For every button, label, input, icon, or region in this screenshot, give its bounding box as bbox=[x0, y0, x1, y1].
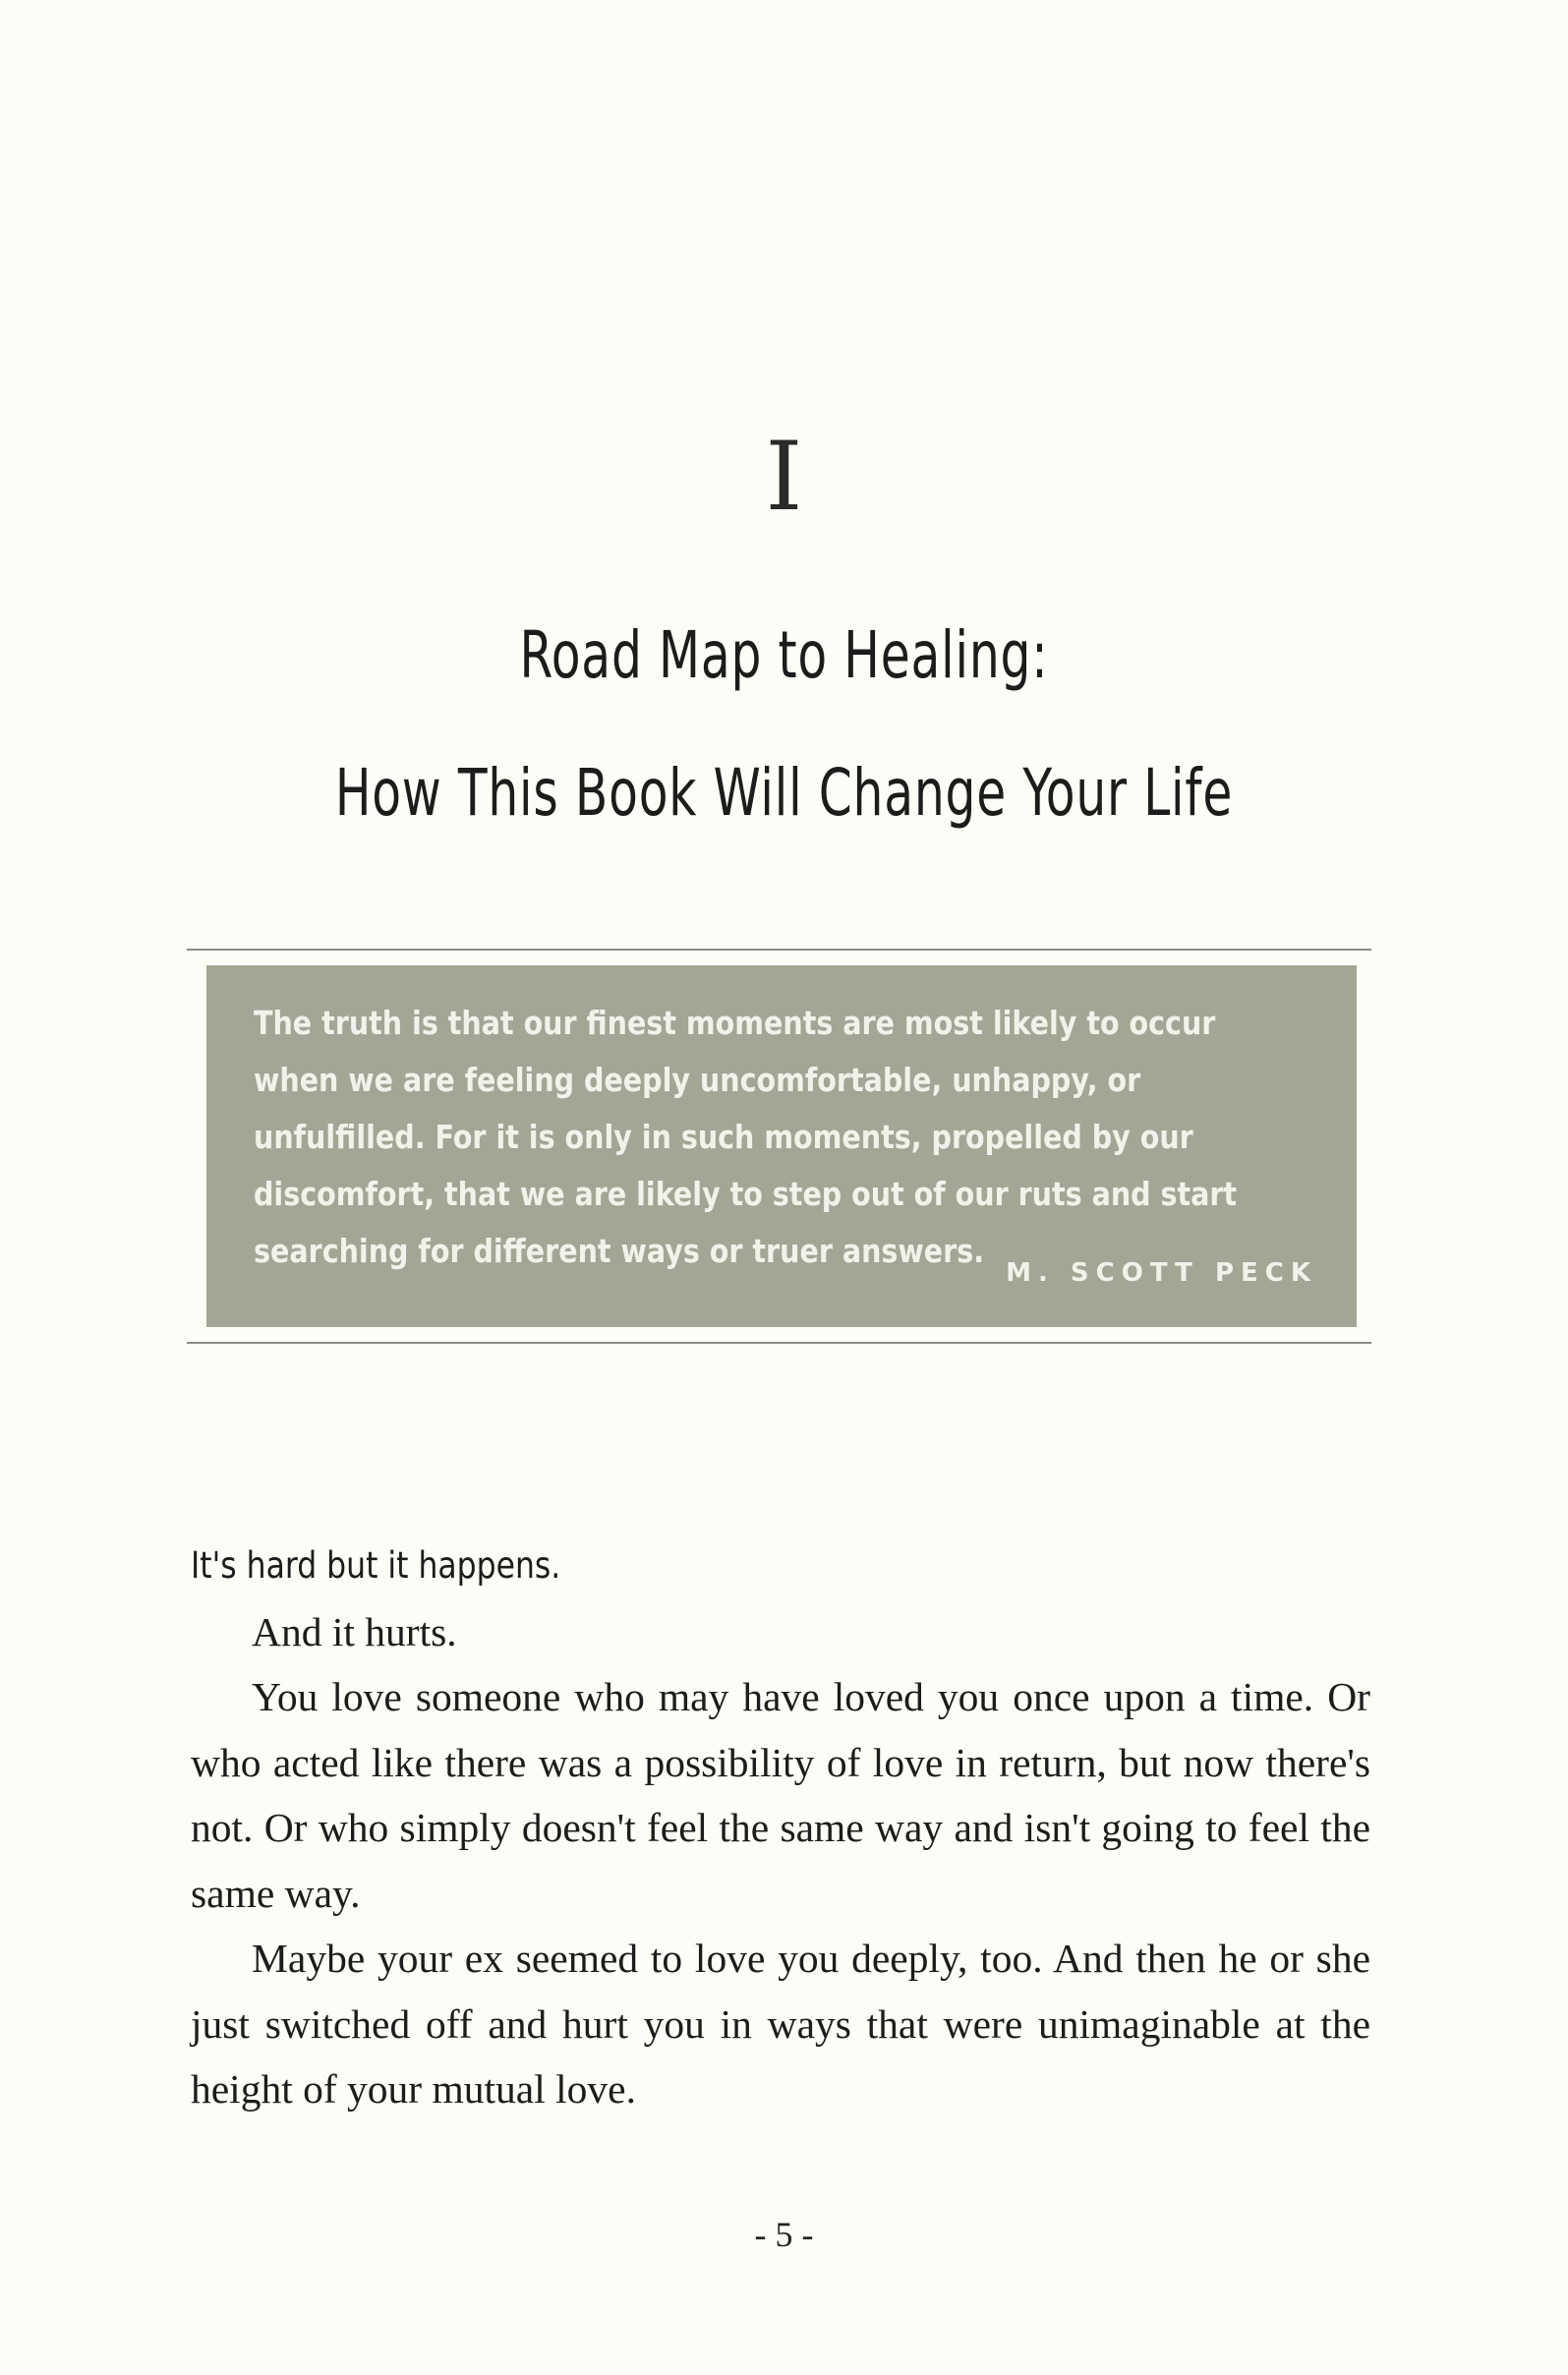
epigraph-author: M. SCOTT PECK bbox=[1006, 1258, 1317, 1288]
body-text bbox=[191, 1534, 1370, 2122]
page-number: - 5 - bbox=[754, 2215, 814, 2254]
paragraph: Maybe your ex seemed to love you deeply, too. And then he or she just switched off and hurt you in ways that were unimaginable at the height of your mutual love. bbox=[191, 1936, 1370, 2112]
paragraph: And it hurts. bbox=[252, 1608, 457, 1654]
chapter-title-line-1: Road Map to Healing: bbox=[519, 617, 1049, 693]
chapter-title-line-2: How This Book Will Change Your Life bbox=[334, 755, 1234, 831]
epigraph-box bbox=[206, 965, 1357, 1327]
epigraph-top-rule bbox=[187, 949, 1371, 951]
chapter-number: I bbox=[765, 422, 803, 532]
epigraph-bottom-rule bbox=[187, 1342, 1371, 1344]
opening-line: It's hard but it happens. bbox=[191, 1544, 561, 1587]
paragraph: You love someone who may have loved you once upon a time. Or who acted like there was a possibility of love in return, but now there's not. Or who simply doesn't feel the same way and isn't going to feel the same way. bbox=[191, 1674, 1370, 1916]
epigraph-text: The truth is that our finest moments are most likely to occur when we are feeling deeply uncomfortable, unhappy, or unfulfilled. For it is only in such moments, propelled by our discomfort, that we are likely to step out of our ruts and start searching for different ways or truer answers. bbox=[254, 1004, 1238, 1270]
